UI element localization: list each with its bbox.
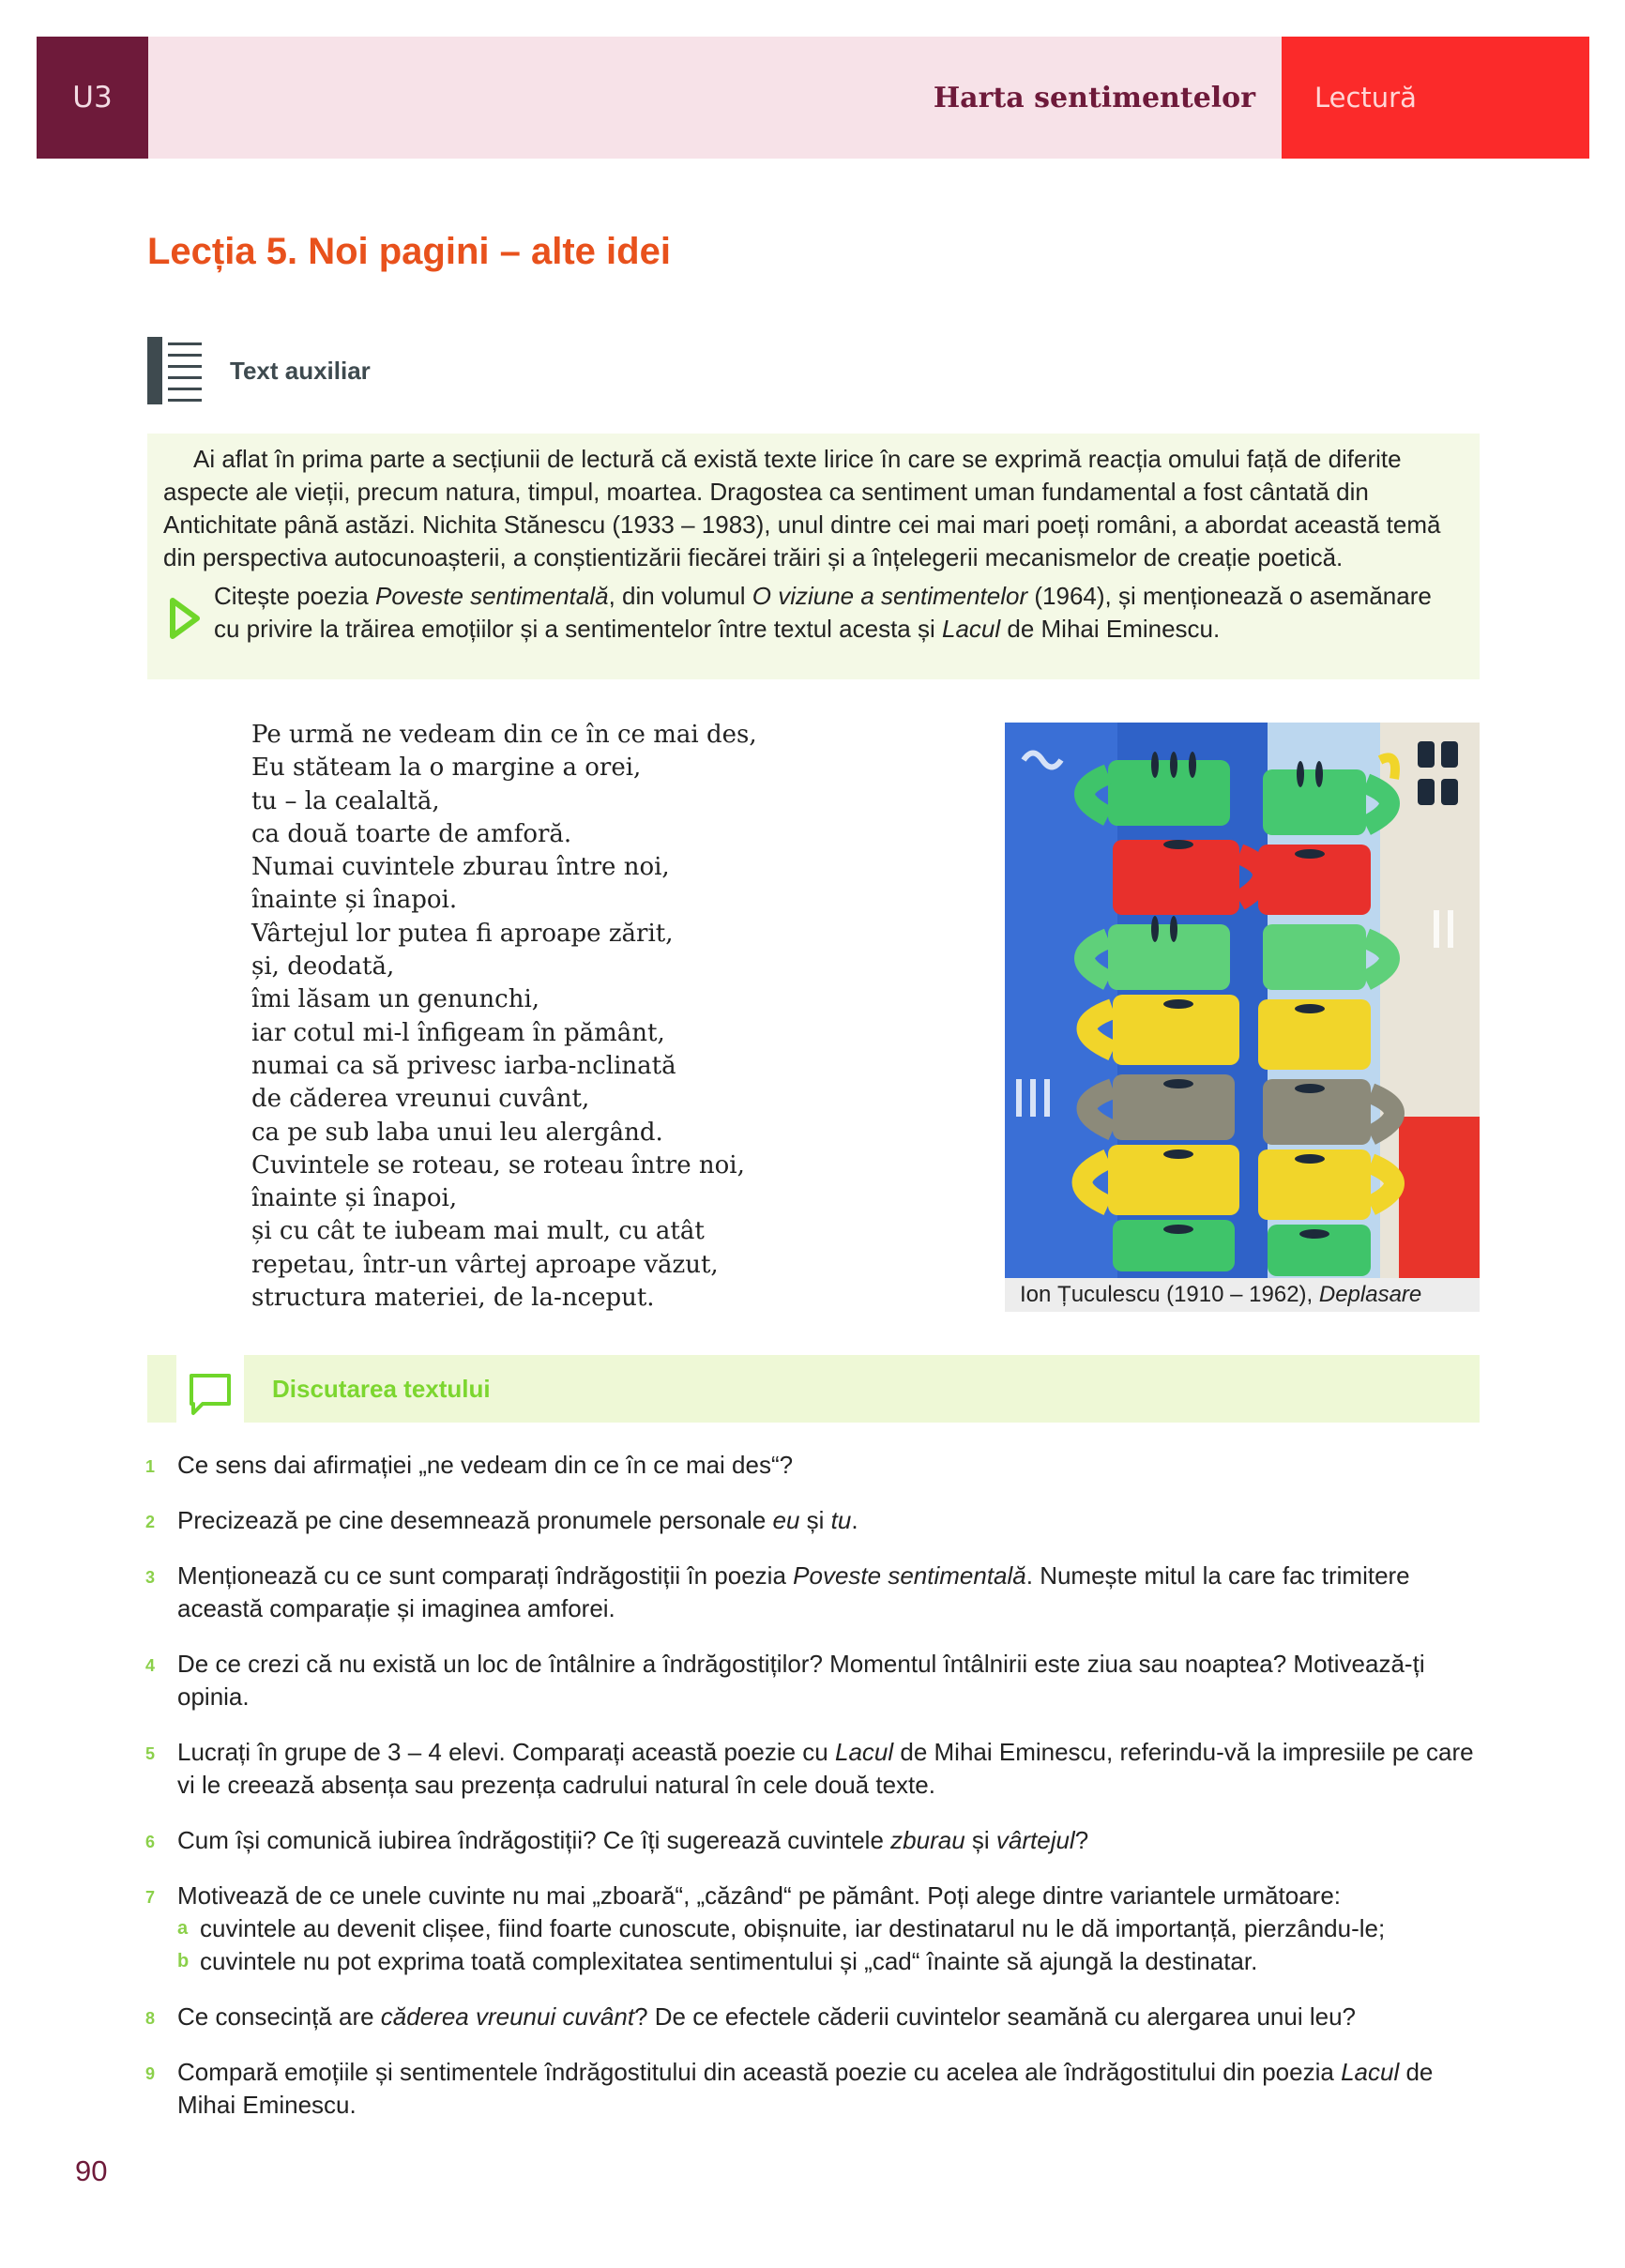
poem-title: Poveste sentimentală: [374, 582, 609, 610]
question-text: și: [964, 1826, 996, 1854]
poem-line: Cuvintele se roteau, se roteau între noi,: [251, 1150, 745, 1180]
question-number: 1: [145, 1457, 156, 1476]
poem-line: Numai cuvintele zburau între noi,: [251, 853, 670, 882]
poem-line: iar cotul mi-l înfigeam în pământ,: [251, 1018, 665, 1047]
task-text: (1964), și menționează o asemănare cu privire la trăirea emoțiilor și a sentimentelor între textul acesta și: [214, 582, 1432, 643]
poem-line: Eu stăteam la o margine a orei,: [251, 753, 642, 783]
poem-line: ca pe sub laba unui leu alergând.: [251, 1118, 663, 1147]
poem-line: de căderea vreunui cuvânt,: [251, 1085, 590, 1114]
question-italic: Lacul: [1341, 2058, 1400, 2086]
poem-text: [251, 719, 757, 1315]
question-number: 8: [145, 2009, 156, 2028]
question-italic: Lacul: [834, 1738, 894, 1766]
question-text: De ce crezi că nu există un loc de întâlnire a îndrăgostiților? Momentul întâlnirii este ziua sau noaptea? Motivează-ți opinia.: [177, 1650, 1425, 1711]
question-text: ?: [1074, 1826, 1089, 1854]
question-text: Ce sens dai afirmației „ne vedeam din ce în ce mai des“?: [177, 1451, 794, 1479]
question-item: [145, 1648, 1482, 1713]
question-item: [145, 1449, 1482, 1482]
poem-line: repetau, într-un vârtej aproape văzut,: [251, 1250, 719, 1279]
question-text: . Numește mitul la care fac trimitere această comparație și imaginea amforei.: [177, 1561, 1410, 1622]
play-triangle-icon: [169, 597, 201, 640]
question-italic: zburau: [890, 1826, 965, 1854]
option-text: cuvintele nu pot exprima toată complexitatea sentimentului și „cad“ înainte să ajungă la destinatar.: [200, 1947, 1258, 1975]
question-text: Menționează cu ce sunt comparați îndrăgostiții în poezia: [177, 1561, 794, 1590]
question-item: [145, 2001, 1482, 2033]
question-list: [145, 1449, 1482, 2144]
question-text: ? De ce efectele căderii cuvintelor seamănă cu alergarea unui leu?: [634, 2002, 1356, 2031]
lacul-title: Lacul: [941, 615, 1001, 643]
reading-task: [163, 580, 1464, 646]
question-text: .: [851, 1506, 858, 1534]
painting-caption: [1005, 1278, 1480, 1312]
poem-line: Pe urmă ne vedeam din ce în ce mai des,: [251, 721, 757, 749]
question-text: Cum își comunică iubirea îndrăgostiții? Ce îți sugerează cuvintele: [177, 1826, 891, 1854]
chapter-title: Harta sentimentelor: [933, 81, 1255, 114]
question-italic: vârtejul: [995, 1826, 1075, 1854]
option-text: cuvintele au devenit clișee, fiind foarte cunoscute, obișnuite, iar destinatarul nu le dă importanță, pierzându-le;: [200, 1914, 1386, 1942]
poem-line: îmi lăsam un genunchi,: [251, 985, 540, 1014]
question-text: Lucrați în grupe de 3 – 4 elevi. Comparați această poezie cu: [177, 1738, 835, 1766]
question-number: 3: [145, 1568, 156, 1587]
question-text: și: [799, 1506, 831, 1534]
question-italic: căderea vreunui cuvânt: [380, 2002, 635, 2031]
question-text: de Mihai Eminescu, referindu-vă la impresiile pe care vi le creează absența sau prezența cadrului natural în cele două texte.: [177, 1738, 1474, 1799]
section-label: Lectură: [1282, 37, 1589, 159]
poem-line: Vârtejul lor putea fi aproape zărit,: [251, 919, 674, 948]
poem-line: tu – la cealaltă,: [251, 786, 440, 815]
header-band: [148, 37, 1282, 159]
question-text: de Mihai Eminescu.: [177, 2058, 1434, 2119]
speech-bubble-icon: [186, 1370, 235, 1419]
lesson-title: Lecția 5. Noi pagini – alte idei: [147, 231, 671, 272]
question-item: [145, 1504, 1482, 1537]
page-number: 90: [75, 2154, 108, 2187]
question-italic: eu: [772, 1506, 800, 1534]
auxiliary-text-heading: [147, 337, 371, 404]
page-header: [37, 37, 1589, 159]
question-number: 4: [145, 1656, 156, 1675]
unit-badge: U3: [37, 37, 148, 159]
intro-paragraph: Ai aflat în prima parte a secțiunii de lectură că există texte lirice în care se exprimă reacția omului față de diferite aspecte ale vieții, precum natura, timpul, moartea. Dragostea ca sentiment uman fundamental a fost cântată din Antichitate până astăzi. Nichita Stănescu (1933 – 1983), unul dintre cei mai mari poeți români, a abordat această temă din perspectiva autocunoașterii, a conștientizării fiecărei trăiri și a înțelegerii mecanismelor de creație poetică.: [163, 445, 1441, 571]
question-number: 7: [145, 1888, 156, 1907]
question-number: 5: [145, 1744, 156, 1763]
answer-option: [177, 1945, 1482, 1978]
question-text: Ce consecință are: [177, 2002, 381, 2031]
question-number: 6: [145, 1833, 156, 1851]
question-text: Compară emoțiile și sentimentele îndrăgostitului din această poezie cu acelea ale îndrăgostitului din poezia: [177, 2058, 1342, 2086]
poem-line: înainte și înapoi,: [251, 1184, 458, 1213]
task-text: Citește poezia: [214, 582, 375, 610]
question-item: [145, 2056, 1482, 2122]
question-item: [145, 1824, 1482, 1857]
question-item: [145, 1880, 1482, 1978]
task-text: , din volumul: [608, 582, 752, 610]
caption-work: Deplasare: [1318, 1282, 1422, 1307]
question-italic: Poveste sentimentală: [793, 1561, 1026, 1590]
question-text: Precizează pe cine desemnează pronumele personale: [177, 1506, 773, 1534]
poem-line: ca două toarte de amforă.: [251, 819, 572, 848]
text-lines-icon: [147, 337, 202, 404]
option-letter: a: [177, 1918, 189, 1939]
task-text: de Mihai Eminescu.: [1000, 615, 1221, 643]
intro-box: [147, 434, 1480, 679]
question-italic: tu: [830, 1506, 852, 1534]
question-item: [145, 1736, 1482, 1802]
poem-line: și, deodată,: [251, 952, 395, 982]
aux-label: Text auxiliar: [230, 356, 371, 385]
question-number: 2: [145, 1513, 156, 1531]
poem-line: numai ca să privesc iarba-nclinată: [251, 1051, 676, 1080]
caption-author: Ion Țuculescu (1910 – 1962),: [1020, 1282, 1319, 1307]
discussion-label: Discutarea textului: [272, 1374, 491, 1403]
question-item: [145, 1560, 1482, 1625]
answer-option: [177, 1912, 1482, 1945]
question-text: Motivează de ce unele cuvinte nu mai „zboară“, „căzând“ pe pământ. Poți alege dintre variantele următoare:: [177, 1881, 1342, 1910]
option-letter: b: [177, 1951, 190, 1971]
poem-line: înainte și înapoi.: [251, 886, 458, 915]
question-number: 9: [145, 2064, 156, 2083]
poem-line: structura materiei, de la-nceput.: [251, 1284, 655, 1313]
painting-image: [1005, 723, 1480, 1278]
volume-title: O viziune a sentimentelor: [752, 582, 1028, 610]
poem-line: și cu cât te iubeam mai mult, cu atât: [251, 1217, 705, 1246]
